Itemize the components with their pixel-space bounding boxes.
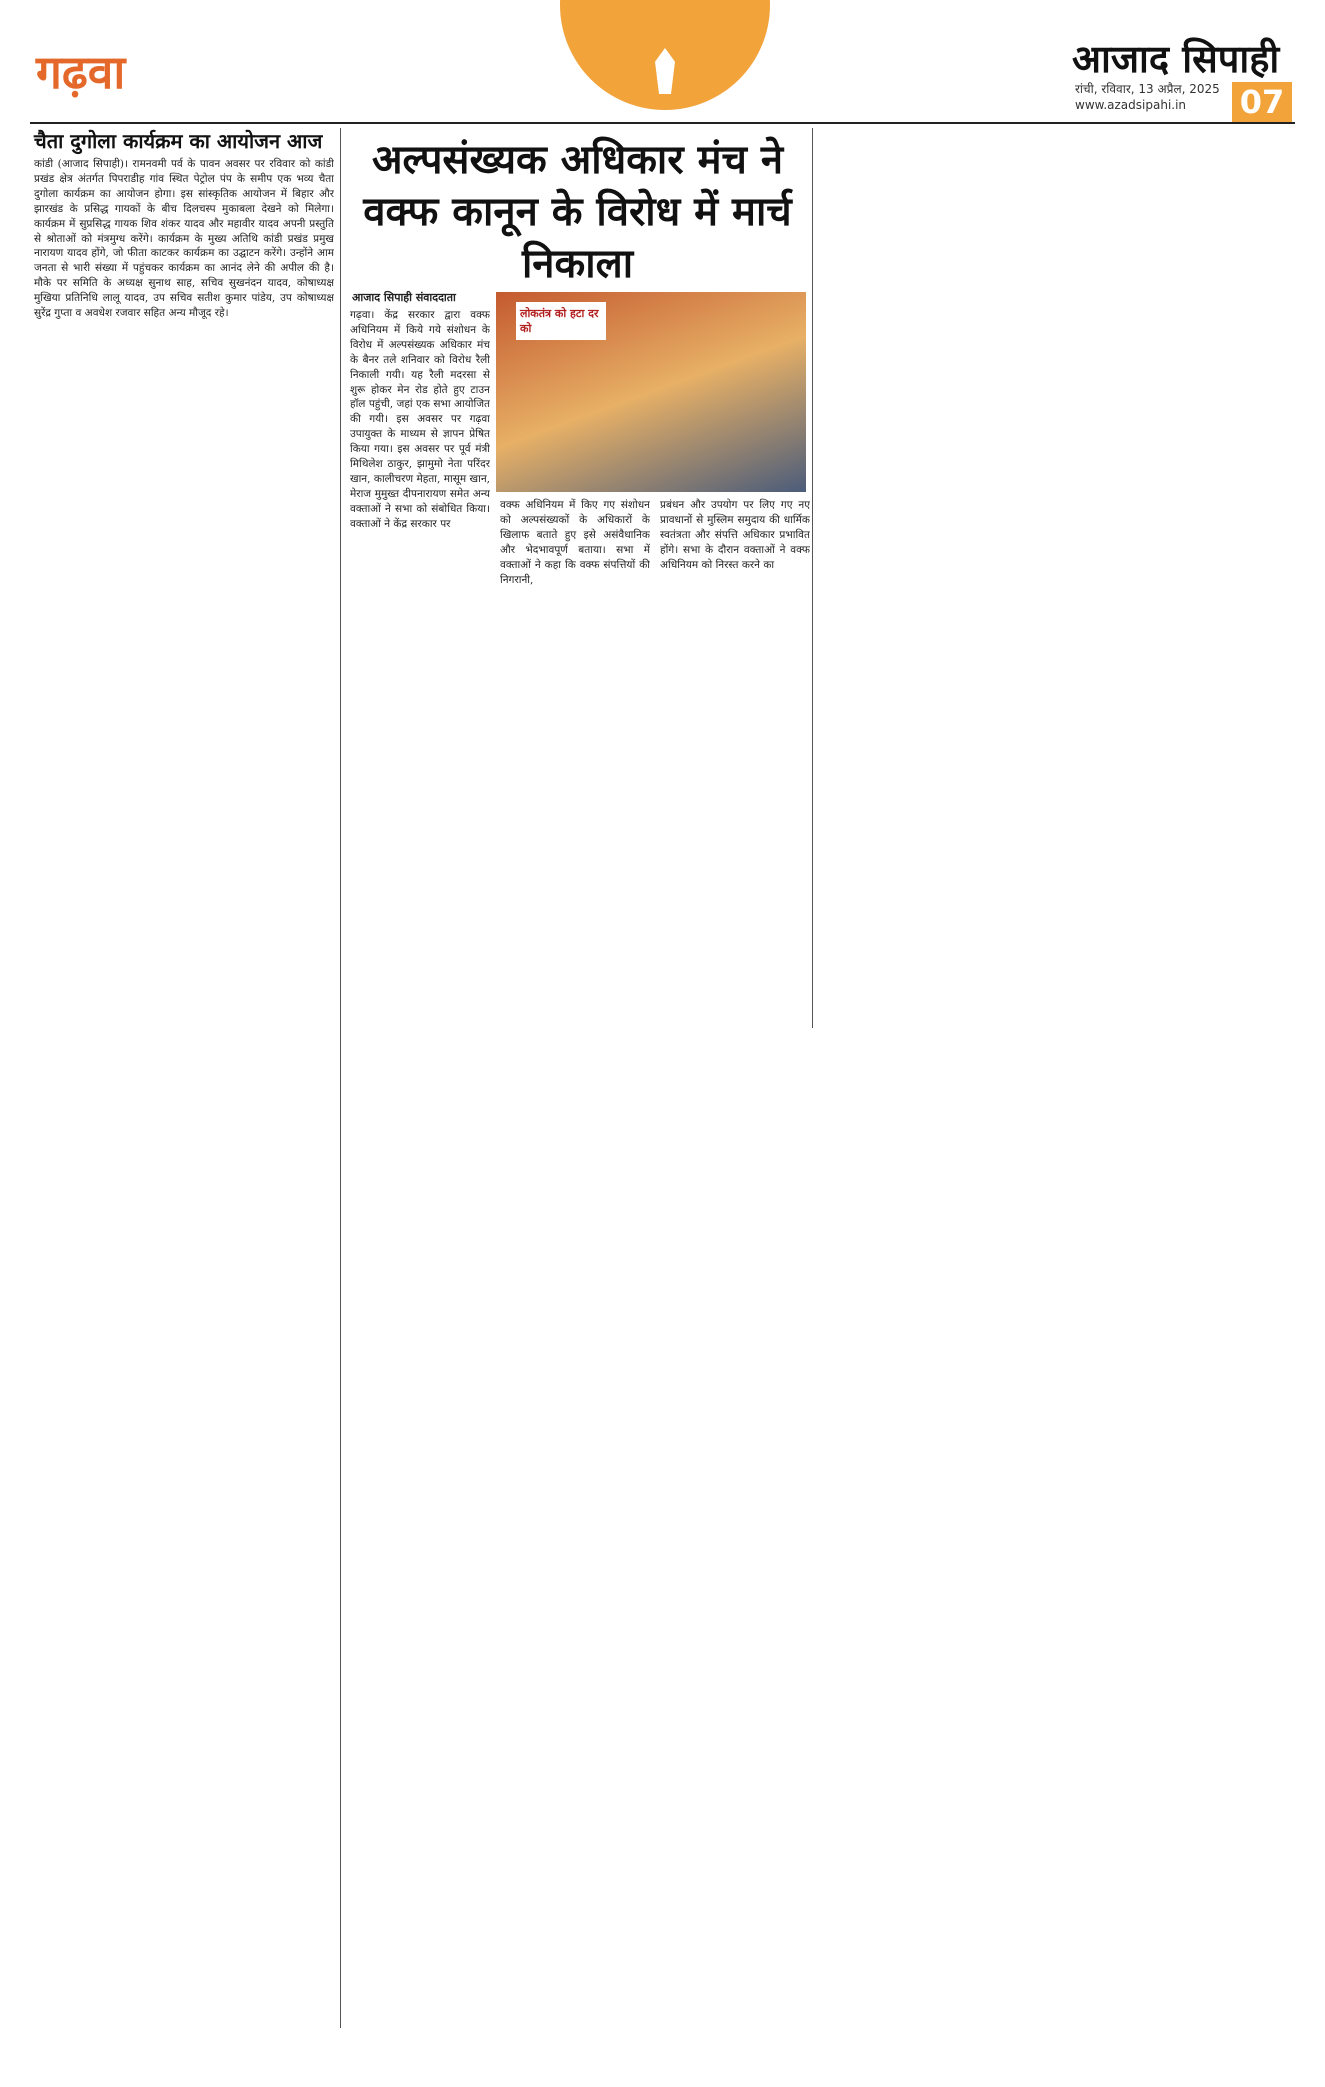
- issue-date: रांची, रविवार, 13 अप्रैल, 2025: [1075, 82, 1220, 96]
- article-waqf: [350, 134, 805, 290]
- byline: आजाद सिपाही संवाददाता: [352, 291, 456, 304]
- divider: [340, 128, 341, 648]
- divider: [812, 128, 813, 1028]
- placard: लोकतंत्र को हटा दर को: [516, 302, 606, 340]
- section-title: गढ़वा: [36, 45, 126, 99]
- headline: चैता दुगोला कार्यक्रम का आयोजन आज: [34, 129, 323, 153]
- masthead-rule: [30, 122, 1295, 124]
- article-chaita: [34, 130, 334, 507]
- article-body: कांडी (आजाद सिपाही)। रामनवमी पर्व के पावन अवसर पर रविवार को कांडी प्रखंड क्षेत्र अंतर्गत पिपराडीह गांव स्थित पेट्रोल पंप के समीप एक भव्य चैता दुगोला कार्यक्रम का आयोजन होगा। इस सांस्कृतिक आयोजन में बिहार और झारखंड के प्रसिद्ध गायकों के बीच दिलचस्प मुकाबला देखने को मिलेगा। कार्यक्रम में सुप्रसिद्ध गायक शिव शंकर यादव और महावीर यादव अपनी प्रस्तुति से श्रोताओं को मंत्रमुग्ध करेंगे। कार्यक्रम के मुख्य अतिथि कांडी प्रखंड प्रमुख नारायण यादव होंगे, जो फीता काटकर कार्यक्रम का उद्घाटन करेंगे। उन्होंने आम जनता से भारी संख्या में पहुंचकर कार्यक्रम का आनंद लेने की अपील की है। मौके पर समिति के अध्यक्ष सुनाथ साह, सचिव सुखनंदन यादव, कोषाध्यक्ष मुखिया प्रतिनिधि लालू यादव, उप सचिव सतीश कुमार पांडेय, उप कोषाध्यक्ष सुरेंद्र गुप्ता व अवधेश रजवार सहित अन्य मौजूद रहे।: [34, 158, 334, 320]
- headline: अल्पसंख्यक अधिकार मंच ने वक्फ कानून के विरोध में मार्च निकाला: [363, 137, 792, 287]
- divider: [340, 628, 341, 2028]
- rally-photo: [496, 292, 806, 492]
- website-url[interactable]: www.azadsipahi.in: [1075, 98, 1187, 112]
- page-number: 07: [1232, 82, 1292, 122]
- article-body: प्रबंधन और उपयोग पर लिए गए नए प्रावधानों से मुस्लिम समुदाय की धार्मिक स्वतंत्रता और संपत्ति अधिकार प्रभावित होंगे। सभा के दौरान वक्ताओं ने वक्फ अधिनियम को निरस्त करने का: [660, 499, 810, 571]
- article-body: गढ़वा। केंद्र सरकार द्वारा वक्फ अधिनियम में किये गये संशोधन के विरोध में अल्पसंख्यक अधिकार मंच के बैनर तले शनिवार को विरोध रैली निकाली गयी। यह रैली मदरसा से शुरू होकर मेन रोड होते हुए टाउन हॉल पहुंची, जहां एक सभा आयोजित की गयी। इस अवसर पर गढ़वा उपायुक्त के माध्यम से ज्ञापन प्रेषित किया गया। इस अवसर पर पूर्व मंत्री मिथिलेश ठाकुर, झामुमो नेता परिंदर खान, कालीचरण मेहता, मासूम खान, मेराज मुमुख्त दीपनारायण समेत अन्य वक्ताओं ने सभा को संबोधित किया। वक्ताओं ने केंद्र सरकार पर: [350, 309, 490, 530]
- newspaper-name: आजाद सिपाही: [1072, 37, 1280, 81]
- sun-logo-icon: [560, 0, 770, 112]
- article-body: वक्फ अधिनियम में किए गए संशोधन को अल्पसंख्यकों के अधिकारों के खिलाफ बताते हुए इसे असंवैधानिक और भेदभावपूर्ण बताया। सभा में वक्ताओं ने कहा कि वक्फ संपत्तियों की निगरानी,: [500, 499, 650, 586]
